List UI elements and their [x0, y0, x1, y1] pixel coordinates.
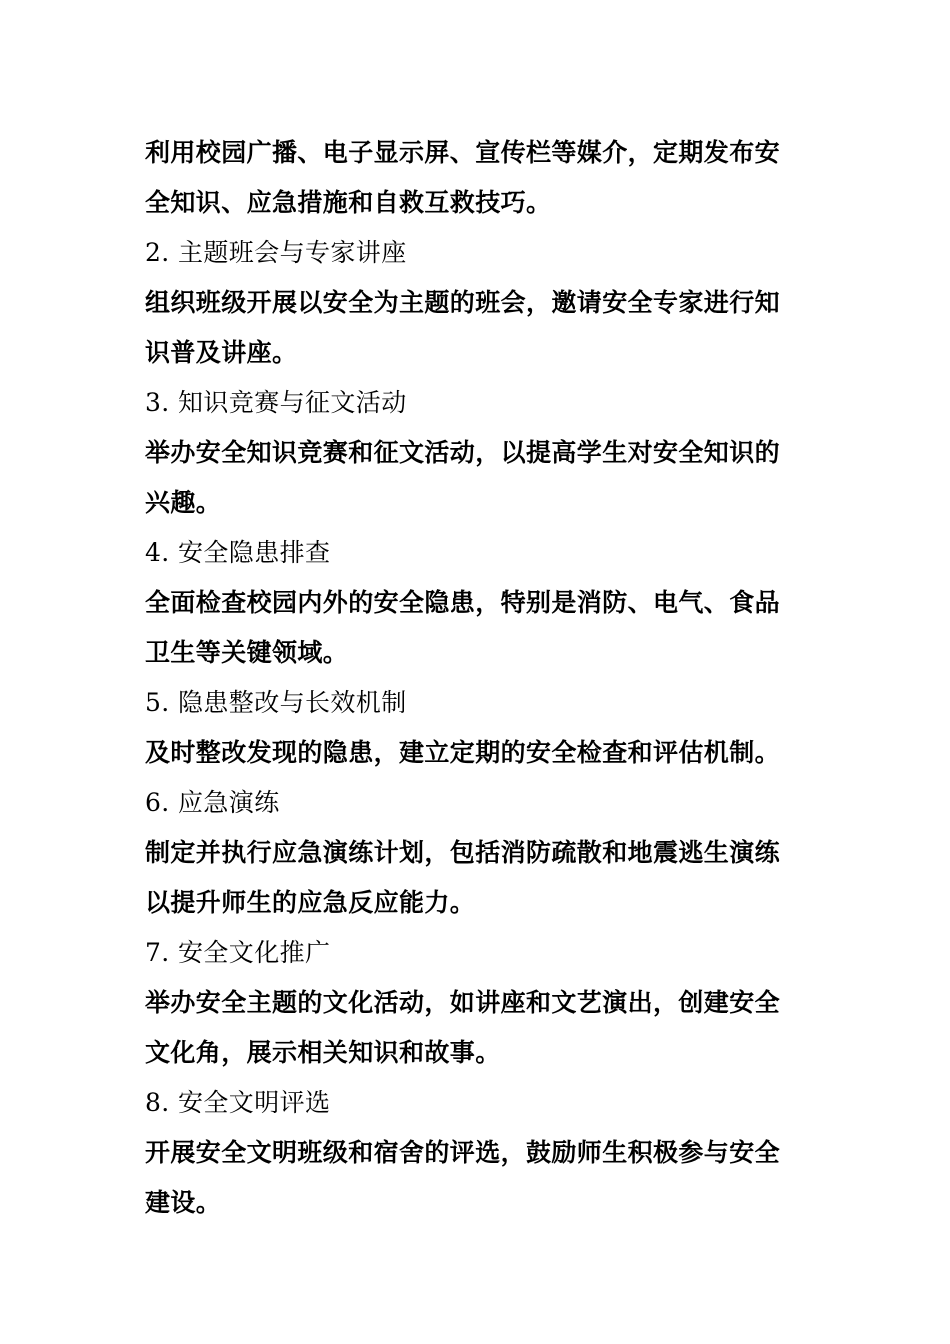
paragraph-line: 文化角，展示相关知识和故事。	[145, 1038, 501, 1067]
paragraph-line: 识普及讲座。	[145, 338, 298, 367]
paragraph-line: 全知识、应急措施和自救互救技巧。	[145, 188, 552, 217]
section-heading: 3. 知识竞赛与征文活动	[145, 388, 407, 417]
paragraph-line: 举办安全知识竞赛和征文活动，以提高学生对安全知识的	[145, 438, 781, 467]
paragraph-line: 及时整改发现的隐患，建立定期的安全检查和评估机制。	[145, 738, 781, 767]
section-heading: 5. 隐患整改与长效机制	[145, 688, 407, 717]
paragraph-line: 建设。	[145, 1188, 222, 1217]
paragraph-line: 卫生等关键领域。	[145, 638, 349, 667]
document-body	[145, 128, 815, 1228]
section-heading: 7. 安全文化推广	[145, 938, 331, 967]
paragraph-line: 开展安全文明班级和宿舍的评选，鼓励师生积极参与安全	[145, 1138, 781, 1167]
section-heading: 6. 应急演练	[145, 788, 280, 817]
section-heading: 2. 主题班会与专家讲座	[145, 238, 407, 267]
paragraph-line: 以提升师生的应急反应能力。	[145, 888, 476, 917]
paragraph-line: 组织班级开展以安全为主题的班会，邀请安全专家进行知	[145, 288, 781, 317]
paragraph-line: 全面检查校园内外的安全隐患，特别是消防、电气、食品	[145, 588, 781, 617]
paragraph-line: 兴趣。	[145, 488, 222, 517]
section-heading: 8. 安全文明评选	[145, 1088, 331, 1117]
paragraph-line: 制定并执行应急演练计划，包括消防疏散和地震逃生演练	[145, 838, 781, 867]
paragraph-line: 举办安全主题的文化活动，如讲座和文艺演出，创建安全	[145, 988, 781, 1017]
paragraph-line: 利用校园广播、电子显示屏、宣传栏等媒介，定期发布安	[145, 138, 781, 167]
section-heading: 4. 安全隐患排查	[145, 538, 331, 567]
